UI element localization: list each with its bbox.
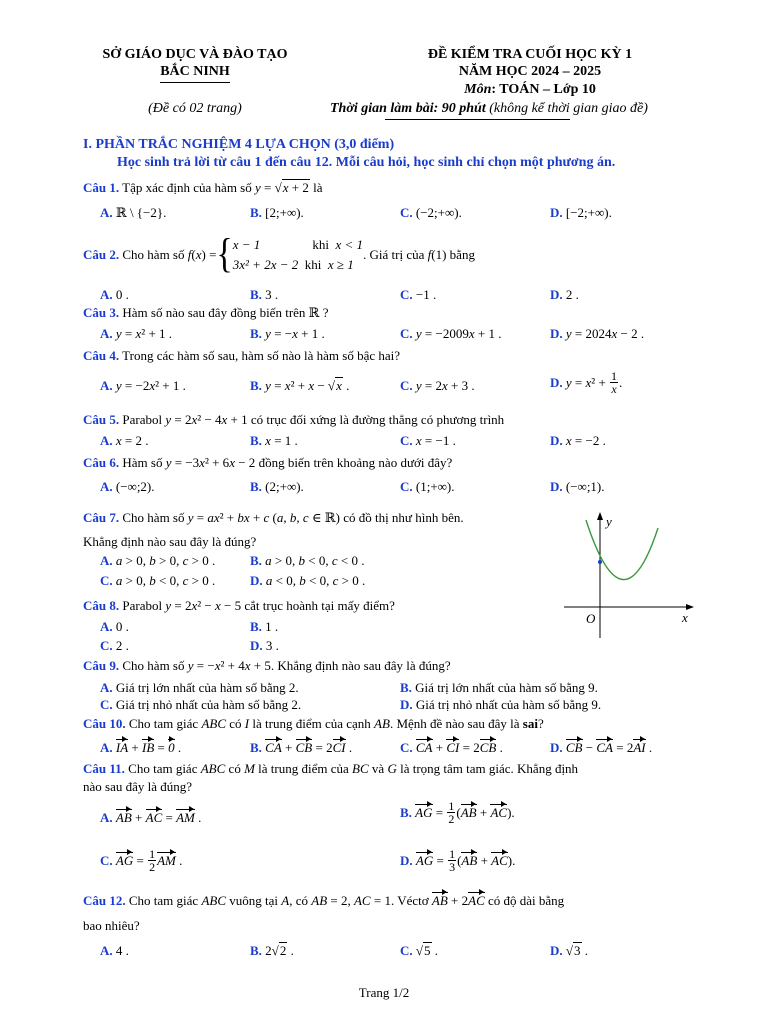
q1-d-label: D.	[550, 205, 563, 220]
q5-d-label: D.	[550, 433, 563, 448]
q9-option-d[interactable]	[400, 697, 601, 713]
q12-option-d[interactable]: D. √3 .	[550, 943, 589, 958]
q8-option-c[interactable]: C. 2 .	[100, 638, 129, 653]
q8-b-label: B.	[250, 619, 262, 634]
q11-c-label: C.	[100, 852, 113, 868]
q11-mid2: là trung điểm của	[258, 761, 349, 776]
q7-d-label: D.	[250, 573, 263, 588]
q3-a-label: A.	[100, 326, 113, 341]
q11-label: Câu 11.	[83, 761, 125, 776]
q2-option-c[interactable]: C. −1 .	[400, 287, 437, 302]
x-axis-label: x	[682, 610, 688, 625]
q4-d-label: D.	[550, 374, 563, 390]
q6-d-label: D.	[550, 479, 563, 494]
q11-mid: có	[228, 761, 241, 776]
q10-option-d[interactable]: D. CB − CA = 2AI .	[550, 740, 653, 755]
q2-option-d[interactable]: D. 2 .	[550, 287, 579, 302]
question-4	[83, 348, 400, 364]
q12-text: Cho tam giác	[128, 893, 199, 908]
header-divider-left	[160, 82, 230, 83]
q2-option-b[interactable]: B. 3 .	[250, 287, 279, 302]
q9-b-text: Giá trị lớn nhất của hàm số bằng 9.	[415, 680, 598, 695]
q7-option-c[interactable]: C. a > 0, b < 0, c > 0 .	[100, 573, 216, 588]
q1-b-label: B.	[250, 205, 262, 220]
q12-tail: . Véctơ	[390, 893, 429, 908]
q2-a-label: A.	[100, 287, 113, 302]
province-name: BẮC NINH	[160, 64, 230, 79]
pages-note: (Đề có 02 trang)	[148, 101, 242, 116]
q7-text: Cho hàm số	[122, 510, 185, 525]
q8-a-label: A.	[100, 619, 113, 634]
q7-b-label: B.	[250, 553, 262, 568]
q10-c-label: C.	[400, 740, 413, 755]
q6-option-a[interactable]: A. (−∞;2).	[100, 479, 155, 494]
q2-tail: . Giá trị của	[363, 247, 425, 262]
q12-d-label: D.	[550, 943, 563, 958]
q7-c-label: C.	[100, 573, 113, 588]
q7-tail: có đồ thị như hình bên.	[343, 510, 464, 525]
q11-option-a[interactable]: A. AB + AC = AM .	[100, 810, 202, 825]
q11-option-d[interactable]: D. AG = $\frac{1}{3}$ ( AB + AC ).	[400, 847, 516, 874]
q5-b-label: B.	[250, 433, 262, 448]
q3-b-label: B.	[250, 326, 262, 341]
question-2: Câu 2. Cho hàm số f ( x ) = { x − 1 khi x < 1 3x² + 2x − 2 khi x ≥ 1 . Giá trị của f (1) bằng	[83, 232, 475, 277]
q2-text: Cho hàm số	[122, 247, 185, 262]
q8-option-a[interactable]: A. 0 .	[100, 619, 129, 634]
q7-option-b[interactable]: B. a > 0, b < 0, c < 0 .	[250, 553, 365, 568]
q11-option-b[interactable]: B. AG = $\frac{1}{2}$ ( AB + AC ).	[400, 799, 515, 826]
q11-d-label: D.	[400, 852, 413, 868]
time-label: Thời gian làm bài: 90 phút	[330, 101, 486, 116]
question-11: Câu 11. Cho tam giác ABC có M là trung điểm của BC và G là trọng tâm tam giác. Khẳng định	[83, 761, 579, 776]
subject-line	[360, 82, 700, 98]
q4-option-d[interactable]: D. y = x ² + $\frac{1}{x}$ .	[550, 369, 623, 396]
subject-label: Môn	[464, 82, 492, 97]
q10-end: ?	[537, 716, 544, 731]
q5-a-label: A.	[100, 433, 113, 448]
q12-b-label: B.	[250, 943, 262, 958]
q9-d-text: Giá trị nhỏ nhất của hàm số bằng 9.	[415, 697, 602, 712]
q5-text: Parabol	[122, 412, 163, 427]
q10-a-label: A.	[100, 740, 113, 755]
question-5: Câu 5. Parabol y = 2x² − 4x + 1 có trục đối xứng là đường thẳng có phương trình	[83, 412, 505, 427]
q7-option-a[interactable]: A. a > 0, b > 0, c > 0 .	[100, 553, 216, 568]
q9-option-b[interactable]	[400, 680, 598, 696]
q12-label: Câu 12.	[83, 893, 126, 908]
q4-b-label: B.	[250, 378, 262, 393]
q9-label: Câu 9.	[83, 658, 120, 673]
q4-option-b[interactable]: B. y = x² + x − √x .	[250, 378, 350, 393]
q4-option-a[interactable]: A. y = −2x² + 1 .	[100, 378, 186, 393]
q2-tail2: bằng	[449, 247, 475, 262]
q10-b-label: B.	[250, 740, 262, 755]
q12-c-label: C.	[400, 943, 413, 958]
page-number: Trang 1/2	[358, 985, 410, 1000]
question-12: Câu 12. Cho tam giác ABC vuông tại A, có AB = 2, AC = 1. Véctơ AB + 2AC có độ dài bằng	[83, 893, 565, 908]
q9-text: Cho hàm số	[122, 658, 185, 673]
q1-tail: là	[313, 180, 323, 195]
q12-tail2: có độ dài bằng	[488, 893, 565, 908]
q5-option-c[interactable]: C. x = −1 .	[400, 433, 456, 448]
q9-option-a[interactable]	[100, 680, 299, 696]
q6-option-c[interactable]: C. (1;+∞).	[400, 479, 455, 494]
parabola-graph	[560, 510, 700, 640]
q5-option-a[interactable]: A. x = 2 .	[100, 433, 149, 448]
q10-option-c[interactable]: C. CA + CI = 2CB .	[400, 740, 503, 755]
q11-b-label: B.	[400, 804, 412, 820]
q11-option-c[interactable]: C. AG = $\frac{1}{2}$ AM .	[100, 847, 183, 874]
q8-tail: cắt trục hoành tại mấy điểm?	[244, 598, 395, 613]
q3-option-a[interactable]: A. y = x² + 1 .	[100, 326, 173, 341]
q1-option-d[interactable]: D. [−2;+∞).	[550, 205, 612, 220]
exam-title: ĐỀ KIỂM TRA CUỐI HỌC KỲ 1	[427, 47, 633, 62]
q8-c-label: C.	[100, 638, 113, 653]
q8-text: Parabol	[122, 598, 163, 613]
q7-a-label: A.	[100, 553, 113, 568]
q3-option-c[interactable]: C. y = −2009x + 1 .	[400, 326, 502, 341]
q6-label: Câu 6.	[83, 455, 120, 470]
time-line	[330, 101, 648, 117]
header-divider-right	[385, 119, 570, 120]
q6-text: Hàm số	[122, 455, 163, 470]
q2-option-a[interactable]: A. 0 .	[100, 287, 129, 302]
q11-mid4: là trọng tâm tam giác. Khẳng định	[400, 761, 579, 776]
q1-option-b[interactable]: B. [2;+∞).	[250, 205, 304, 220]
q2-d-label: D.	[550, 287, 563, 302]
section-title: I. PHẦN TRẮC NGHIỆM 4 LỰA CHỌN (3,0 điểm)	[83, 137, 395, 152]
q1-a-label: A.	[100, 205, 113, 220]
q11-line2: nào sau đây là đúng?	[83, 779, 193, 794]
school-year: NĂM HỌC 2024 – 2025	[458, 64, 602, 79]
q6-tail: đồng biến trên khoảng nào dưới đây?	[258, 455, 453, 470]
q9-c-text: Giá trị nhỏ nhất của hàm số bằng 2.	[115, 697, 302, 712]
origin-label: O	[586, 611, 596, 626]
q2-when-1: khi	[312, 237, 329, 252]
q2-b-label: B.	[250, 287, 262, 302]
q5-option-b[interactable]: B. x = 1 .	[250, 433, 298, 448]
q1-label: Câu 1.	[83, 180, 120, 195]
q9-a-text: Giá trị lớn nhất của hàm số bằng 2.	[115, 680, 299, 695]
q9-c-label: C.	[100, 697, 113, 712]
y-axis-arrow	[597, 512, 603, 520]
subject-value: : TOÁN – Lớp 10	[491, 82, 596, 97]
q12-option-b[interactable]: B. 2√2 .	[250, 943, 294, 958]
q5-option-d[interactable]: D. x = −2 .	[550, 433, 606, 448]
q7-option-d[interactable]: D. a < 0, b < 0, c > 0 .	[250, 573, 366, 588]
q1-option-c[interactable]: C. (−2;+∞).	[400, 205, 462, 220]
q4-label: Câu 4.	[83, 348, 120, 363]
y-intercept-point	[598, 560, 602, 564]
department-name: SỞ GIÁO DỤC VÀ ĐÀO TẠO	[102, 47, 288, 62]
q11-mid3: và	[371, 761, 385, 776]
q12-mid: vuông tại	[229, 893, 279, 908]
q12-line2: bao nhiêu?	[83, 918, 140, 933]
q2-when-2: khi	[304, 257, 322, 272]
q4-c-label: C.	[400, 378, 413, 393]
q6-b-label: B.	[250, 479, 262, 494]
q10-option-a[interactable]: A. IA + IB = 0 .	[100, 740, 182, 755]
q3-text: Hàm số nào sau đây đồng biến trên ℝ ?	[122, 305, 329, 320]
q3-c-label: C.	[400, 326, 413, 341]
q4-a-label: A.	[100, 378, 113, 393]
time-note: (không kể thời gian giao đề)	[489, 101, 648, 116]
q3-d-label: D.	[550, 326, 563, 341]
q12-option-c[interactable]: C. √5 .	[400, 943, 439, 958]
q1-option-a[interactable]: A. ℝ \ {−2}.	[100, 205, 167, 220]
q3-option-d[interactable]: D. y = 2024x − 2 .	[550, 326, 645, 341]
parabola-curve	[586, 520, 658, 580]
q10-tail: . Mệnh đề nào sau đây là	[389, 716, 520, 731]
q11-text: Cho tam giác	[128, 761, 198, 776]
question-6: Câu 6. Hàm số y = −3x² + 6x − 2 đồng biến trên khoảng nào dưới đây?	[83, 455, 453, 470]
q10-text: Cho tam giác	[128, 716, 199, 731]
q12-a-label: A.	[100, 943, 113, 958]
q1-text: Tập xác định của hàm số	[122, 180, 252, 195]
question-1: Câu 1. Tập xác định của hàm số y = √x + 2 là	[83, 180, 323, 195]
q8-option-d[interactable]: D. 3 .	[250, 638, 279, 653]
q9-option-c[interactable]	[100, 697, 301, 713]
q4-text: Trong các hàm số sau, hàm số nào là hàm số bậc hai?	[122, 348, 401, 363]
q6-option-b[interactable]: B. (2;+∞).	[250, 479, 304, 494]
q6-c-label: C.	[400, 479, 413, 494]
q10-option-b[interactable]: B. CA + CB = 2CI .	[250, 740, 353, 755]
q6-a-label: A.	[100, 479, 113, 494]
q3-option-b[interactable]: B. y = −x + 1 .	[250, 326, 325, 341]
q12-option-a[interactable]: A. 4 .	[100, 943, 129, 958]
q4-option-c[interactable]: C. y = 2x + 3 .	[400, 378, 475, 393]
q9-d-label: D.	[400, 697, 413, 712]
q7-line2: Khẳng định nào sau đây là đúng?	[83, 534, 257, 549]
q3-label: Câu 3.	[83, 305, 120, 320]
q5-label: Câu 5.	[83, 412, 120, 427]
y-axis-label: y	[606, 514, 612, 529]
q9-b-label: B.	[400, 680, 412, 695]
q5-c-label: C.	[400, 433, 413, 448]
q10-false-word: sai	[522, 716, 538, 731]
q2-label: Câu 2.	[83, 247, 120, 262]
q10-label: Câu 10.	[83, 716, 126, 731]
q5-tail: có trục đối xứng là đường thẳng có phương trình	[250, 412, 505, 427]
q8-d-label: D.	[250, 638, 263, 653]
section-instruction: Học sinh trả lời từ câu 1 đến câu 12. Mỗi câu hỏi, học sinh chỉ chọn một phương án.	[117, 155, 616, 170]
question-8: Câu 8. Parabol y = 2x² − x − 5 cắt trục hoành tại mấy điểm?	[83, 598, 395, 613]
q8-option-b[interactable]: B. 1 .	[250, 619, 279, 634]
q11-a-label: A.	[100, 810, 113, 825]
question-7: Câu 7. Cho hàm số y = ax² + bx + c (a, b, c ∈ ℝ) có đồ thị như hình bên.	[83, 510, 464, 525]
q9-tail: . Khẳng định nào sau đây là đúng?	[270, 658, 451, 673]
q8-label: Câu 8.	[83, 598, 120, 613]
q10-mid: có	[229, 716, 242, 731]
q1-c-label: C.	[400, 205, 413, 220]
question-10: Câu 10. Cho tam giác ABC có I là trung điểm của cạnh AB. Mệnh đề nào sau đây là sai?	[83, 716, 544, 731]
question-9: Câu 9. Cho hàm số y = −x² + 4x + 5. Khẳng định nào sau đây là đúng?	[83, 658, 451, 673]
q10-mid2: là trung điểm của cạnh	[252, 716, 371, 731]
q9-a-label: A.	[100, 680, 113, 695]
q6-option-d[interactable]: D. (−∞;1).	[550, 479, 605, 494]
question-3	[83, 305, 329, 321]
q10-d-label: D.	[550, 740, 563, 755]
q2-c-label: C.	[400, 287, 413, 302]
q7-label: Câu 7.	[83, 510, 120, 525]
